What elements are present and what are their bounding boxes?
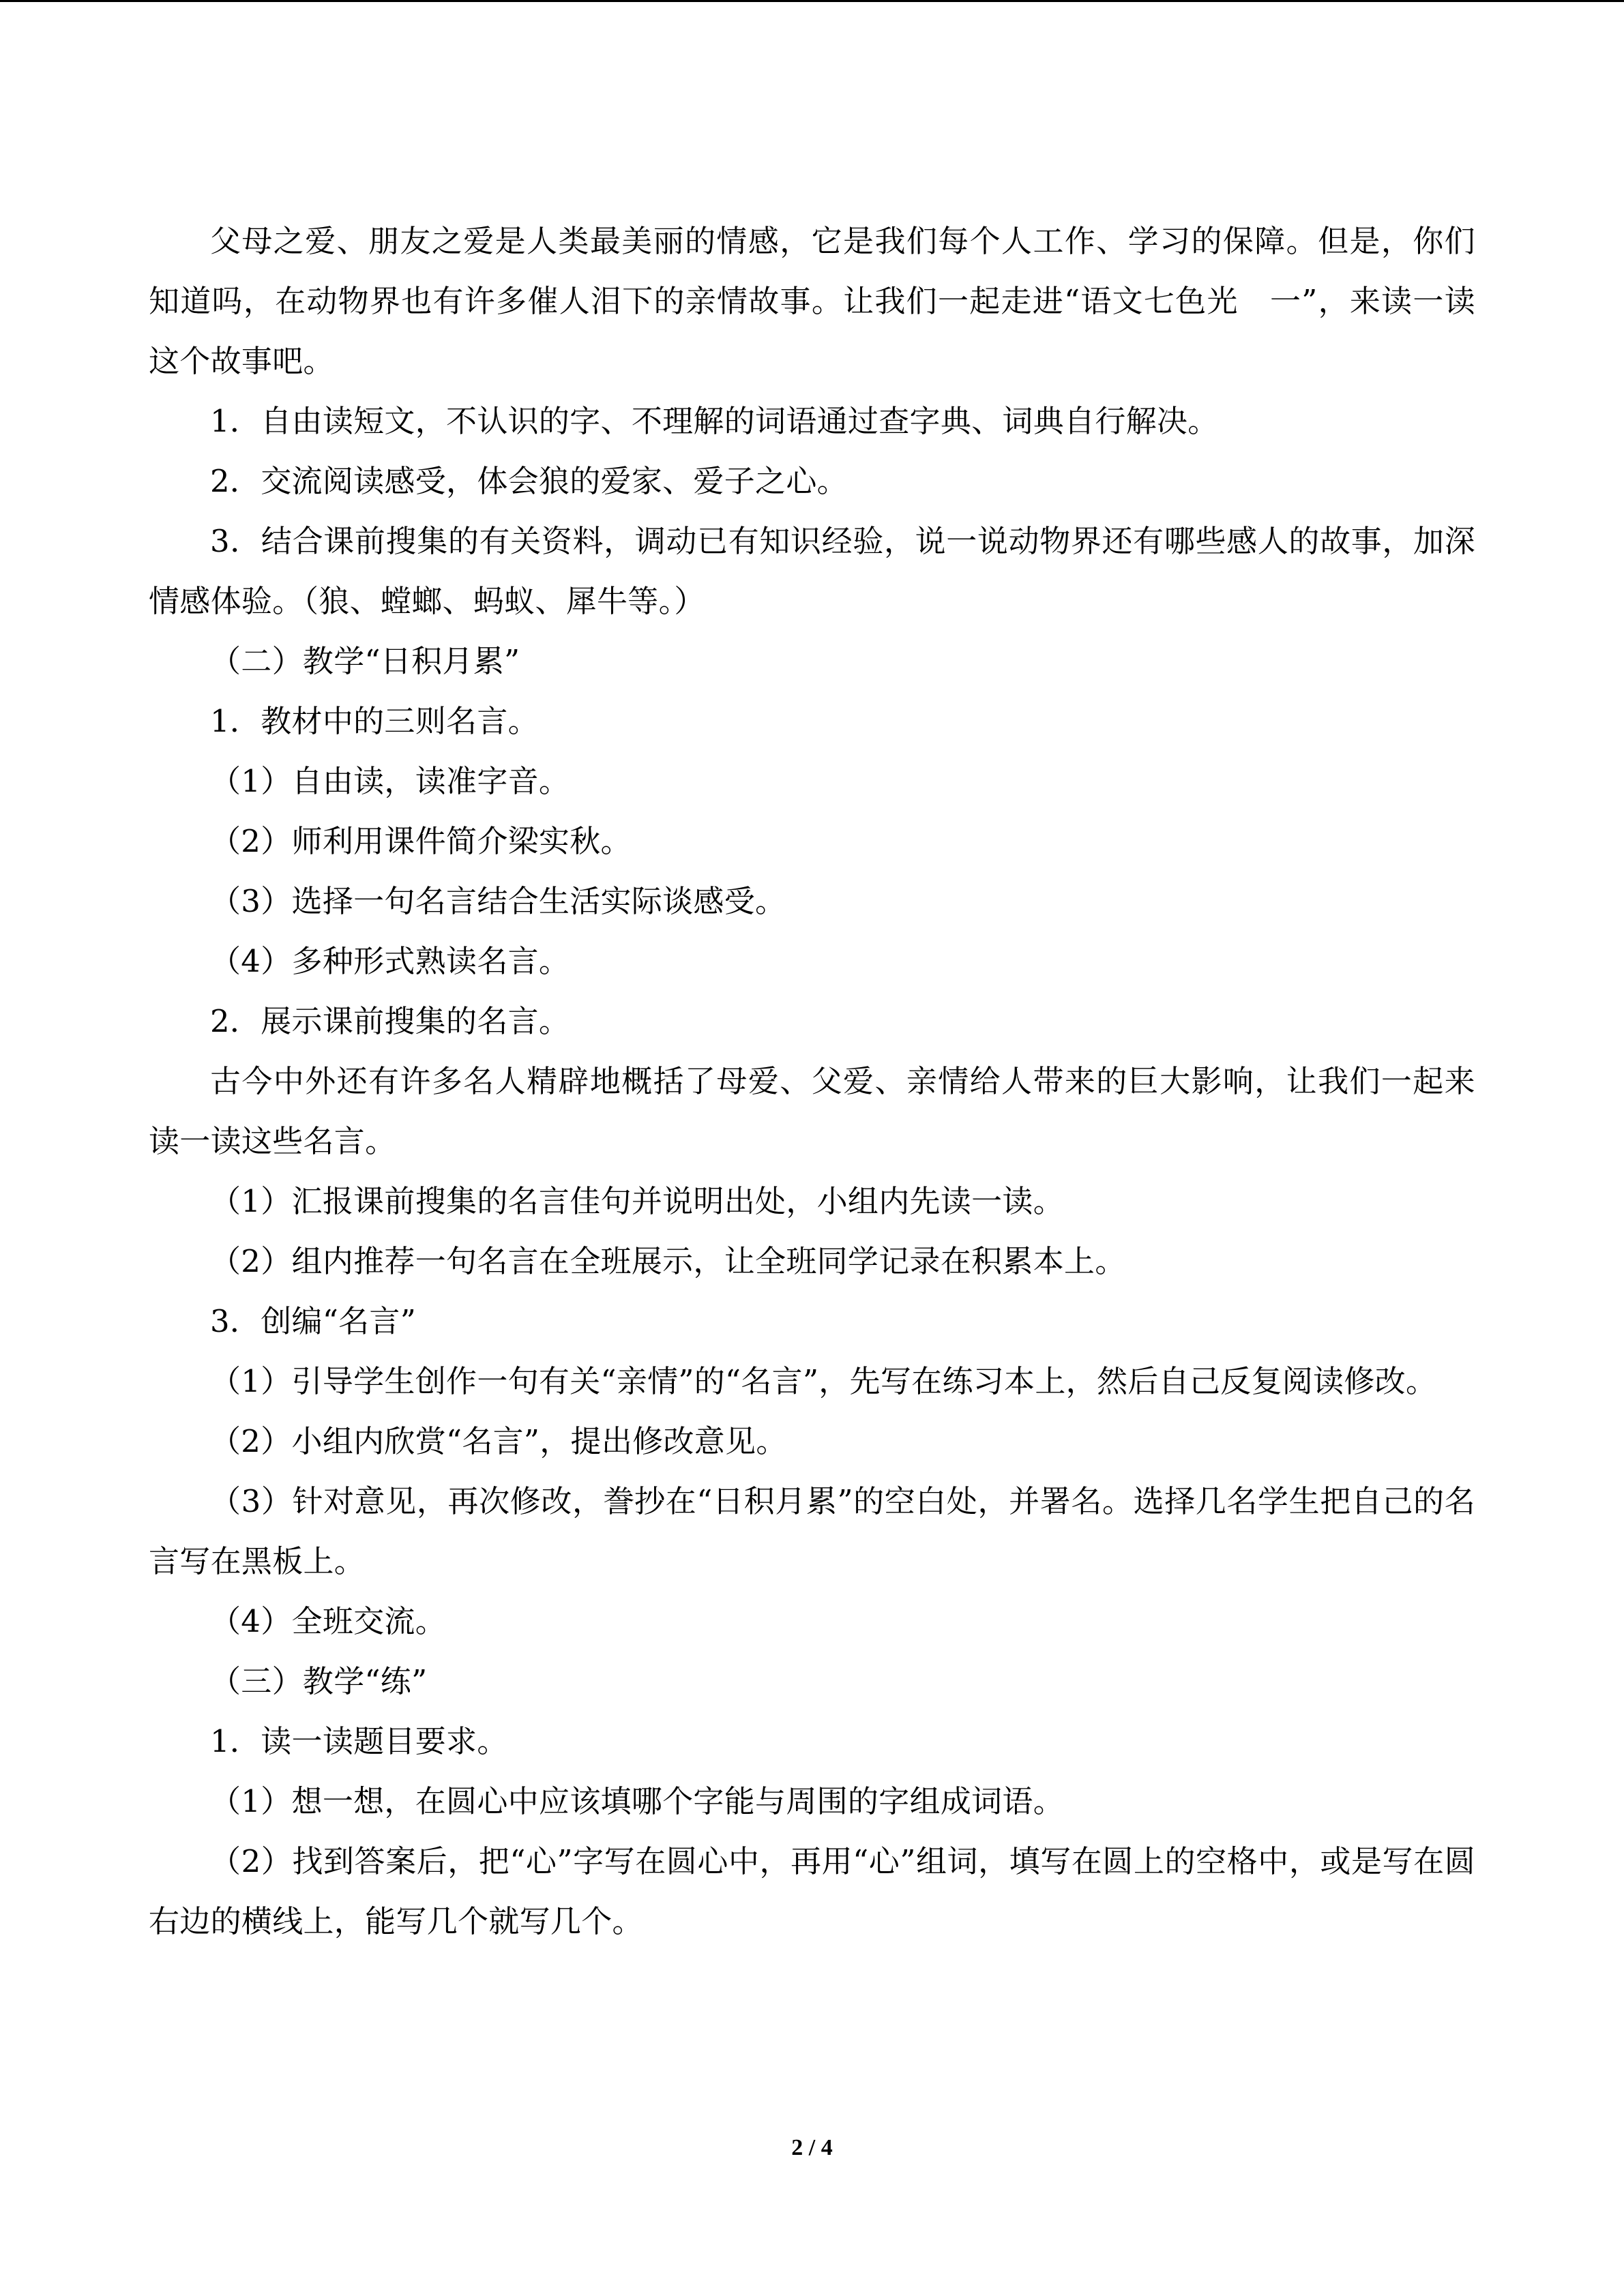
paragraph-step-3: 3．结合课前搜集的有关资料，调动已有知识经验，说一说动物界还有哪些感人的故事，加深情感体验。（狼、螳螂、蚂蚁、犀牛等。） [149,523,1475,619]
paragraph-intro: 父母之爱、朋友之爱是人类最美丽的情感，它是我们每个人工作、学习的保障。但是，你们知道吗，在动物界也有许多催人泪下的亲情故事。让我们一起走进“语文七色光 一”，来读一读这个故事吧。 [149,223,1475,379]
paragraph-report-quotes: （1）汇报课前搜集的名言佳句并说明出处，小组内先读一读。 [210,1183,1065,1219]
paragraph-create-quote: 3．创编“名言” [210,1303,417,1339]
paragraph-three-quotes: 1．教材中的三则名言。 [210,703,539,739]
paragraph-create-substep-1: （1）引导学生创作一句有关“亲情”的“名言”，先写在练习本上，然后自己反复阅读修改。 [210,1363,1437,1399]
section-heading-practice: （三）教学“练” [210,1663,428,1699]
paragraph-practice-substep-2: （2）找到答案后，把“心”字写在圆心中，再用“心”组词，填写在圆上的空格中，或是写在圆右边的横线上，能写几个就写几个。 [149,1843,1475,1939]
paragraph-create-substep-4: （4）全班交流。 [210,1603,447,1639]
paragraph-recommend-quote: （2）组内推荐一句名言在全班展示，让全班同学记录在积累本上。 [210,1243,1126,1279]
paragraph-quotes-intro: 古今中外还有许多名人精辟地概括了母爱、父爱、亲情给人带来的巨大影响，让我们一起来读一读这些名言。 [149,1063,1475,1159]
paragraph-show-quotes: 2．展示课前搜集的名言。 [210,1003,570,1039]
page-number: 2 / 4 [791,2135,833,2160]
paragraph-substep-2: （2）师利用课件简介梁实秋。 [210,823,632,859]
paragraph-step-1: 1．自由读短文，不认识的字、不理解的词语通过查字典、词典自行解决。 [210,403,1219,439]
top-border-line [0,0,1624,2]
paragraph-practice-substep-1: （1）想一想，在圆心中应该填哪个字能与周围的字组成词语。 [210,1783,1065,1819]
paragraph-read-requirements: 1．读一读题目要求。 [210,1723,508,1759]
section-heading-daily-accumulation: （二）教学“日积月累” [210,643,520,679]
paragraph-substep-1: （1）自由读，读准字音。 [210,763,570,799]
paragraph-substep-4: （4）多种形式熟读名言。 [210,943,570,979]
document-body [149,211,1475,1952]
paragraph-step-2: 2．交流阅读感受，体会狼的爱家、爱子之心。 [210,463,848,499]
paragraph-create-substep-3: （3）针对意见，再次修改，誊抄在“日积月累”的空白处，并署名。选择几名学生把自己的名言写在黑板上。 [149,1483,1475,1579]
paragraph-substep-3: （3）选择一句名言结合生活实际谈感受。 [210,883,786,919]
paragraph-create-substep-2: （2）小组内欣赏“名言”，提出修改意见。 [210,1423,787,1459]
